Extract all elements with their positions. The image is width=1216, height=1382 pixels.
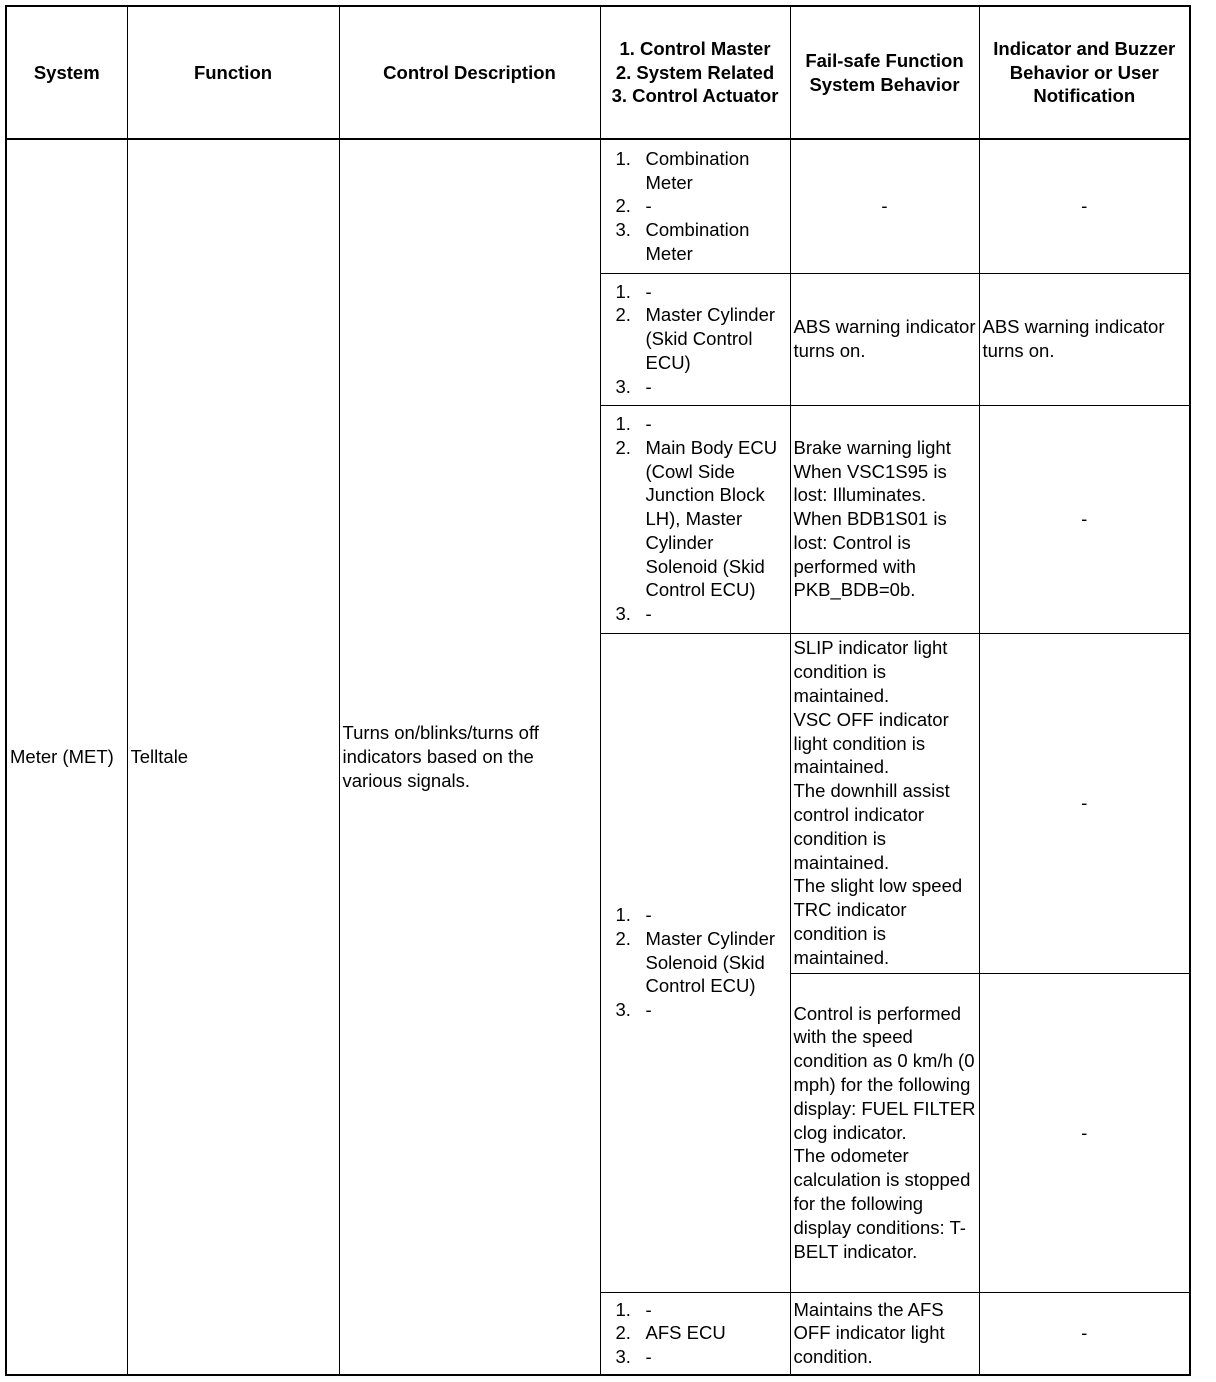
- failsafe-cell: ABS warning indicator turns on.: [790, 273, 979, 405]
- list-item: 2. Master Cylinder Solenoid (Skid Control ECU): [615, 927, 776, 997]
- list-item: 3. -: [615, 375, 652, 397]
- list-item: 1. -: [615, 412, 652, 434]
- control-description-cell: Turns on/blinks/turns off indicators based on the various signals.: [339, 139, 600, 1375]
- failsafe-cell: Maintains the AFS OFF indicator light condition.: [790, 1292, 979, 1375]
- indicator-cell: -: [979, 1292, 1190, 1375]
- indicator-cell: -: [979, 973, 1190, 1292]
- list-item: 1. -: [615, 1298, 652, 1320]
- list-item: 2. Main Body ECU (Cowl Side Junction Block LH), Master Cylinder Solenoid (Skid Control ECU): [615, 436, 778, 601]
- table-header: [6, 6, 1190, 139]
- list-item: 3. -: [615, 1346, 652, 1368]
- table-row: [6, 139, 1190, 273]
- function-cell: Telltale: [127, 139, 339, 1375]
- failsafe-cell: Brake warning light When VSC1S95 is lost: Illuminates. When BDB1S01 is lost: Control is performed with PKB_BDB=0b.: [790, 405, 979, 633]
- list-item: 1. -: [615, 280, 652, 302]
- indicator-cell: -: [979, 139, 1190, 273]
- header-function: Function: [127, 6, 339, 139]
- header-control-description: Control Description: [339, 6, 600, 139]
- header-system: System: [6, 6, 127, 139]
- control-items-cell: [600, 1292, 790, 1375]
- list-item: 2. AFS ECU: [615, 1322, 726, 1344]
- control-items-cell: [600, 273, 790, 405]
- list-item: 3. -: [615, 999, 652, 1021]
- header-failsafe: Fail-safe Function System Behavior: [790, 6, 979, 139]
- failsafe-cell: Control is performed with the speed condition as 0 km/h (0 mph) for the following display: FUEL FILTER clog indicator. The odometer calculation is stopped for the following display conditions: T-BELT indicator.: [790, 973, 979, 1292]
- failsafe-cell: SLIP indicator light condition is maintained. VSC OFF indicator light condition is maintained. The downhill assist control indicator condition is maintained. The slight low speed TRC indicator condition is maintained.: [790, 633, 979, 973]
- header-control-item: 3. Control Actuator: [611, 85, 779, 107]
- control-items-cell: [600, 139, 790, 273]
- list-item: 3. -: [615, 603, 652, 625]
- failsafe-cell: -: [790, 139, 979, 273]
- header-control-items: [600, 6, 790, 139]
- list-item: 3. Combination Meter: [615, 219, 750, 264]
- header-indicator: Indicator and Buzzer Behavior or User Notification: [979, 6, 1190, 139]
- list-item: 2. -: [615, 195, 652, 217]
- control-items-cell: [600, 633, 790, 1292]
- list-item: 2. Master Cylinder (Skid Control ECU): [615, 304, 776, 373]
- system-cell: Meter (MET): [6, 139, 127, 1375]
- list-item: 1. -: [615, 904, 652, 925]
- list-item: 1. Combination Meter: [615, 147, 750, 193]
- header-control-item: 2. System Related: [615, 61, 775, 83]
- indicator-cell: ABS warning indicator turns on.: [979, 273, 1190, 405]
- spec-table: [5, 5, 1191, 1376]
- header-control-item: 1. Control Master: [619, 37, 771, 59]
- indicator-cell: -: [979, 633, 1190, 973]
- control-items-cell: [600, 405, 790, 633]
- indicator-cell: -: [979, 405, 1190, 633]
